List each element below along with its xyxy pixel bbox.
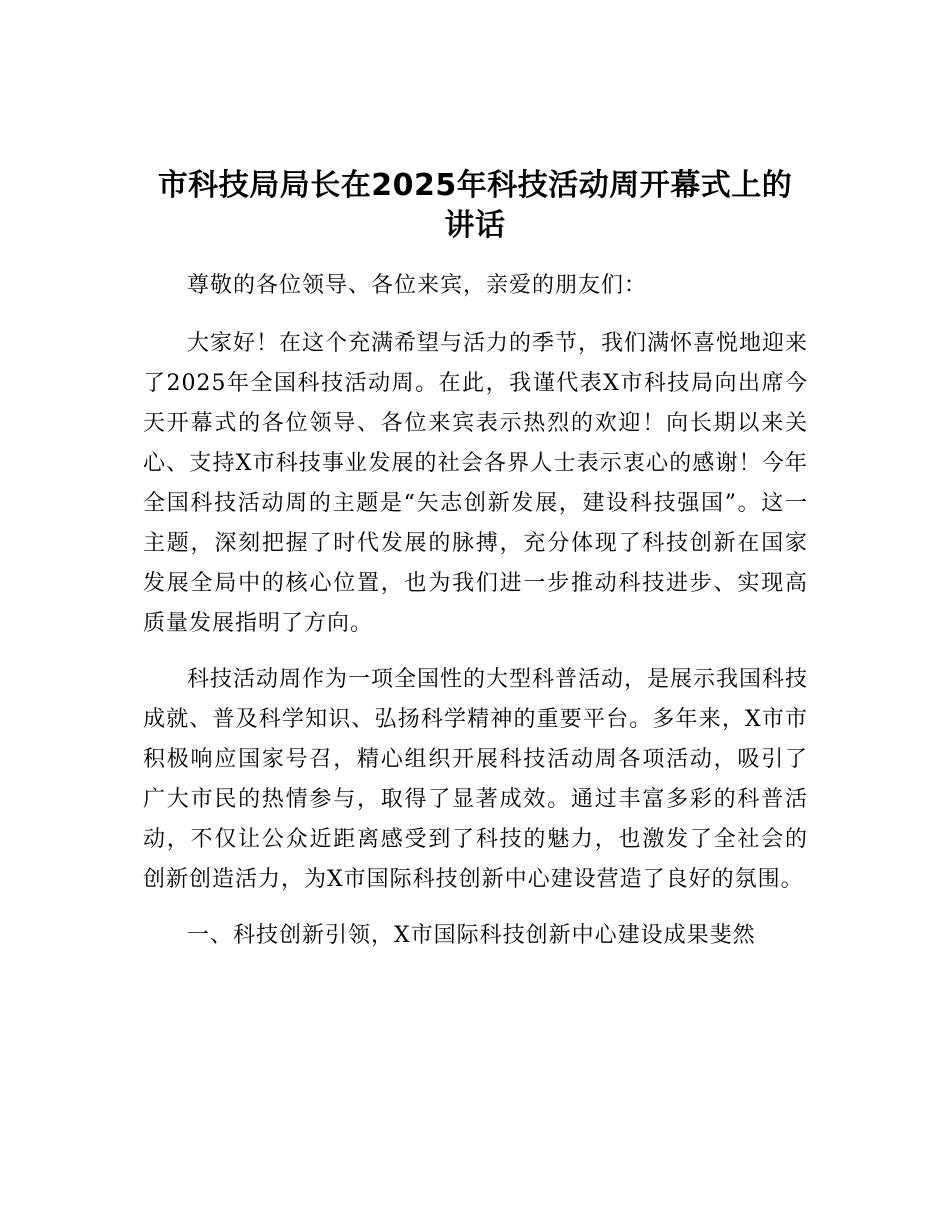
body-paragraph-2: 科技活动周作为一项全国性的大型科普活动，是展示我国科技成就、普及科学知识、弘扬科学精神的重要平台。多年来，X市市积极响应国家号召，精心组织开展科技活动周各项活动，吸引了广大市民的热情参与，取得了显著成效。通过丰富多彩的科普活动，不仅让公众近距离感受到了科技的魅力，也激发了全社会的创新创造活力，为X市国际科技创新中心建设营造了良好的氛围。	[143, 667, 809, 892]
section-heading: 一、科技创新引领，X市国际科技创新中心建设成果斐然	[187, 923, 756, 948]
document-body	[143, 266, 808, 972]
body-paragraph-1: 大家好！在这个充满希望与活力的季节，我们满怀喜悦地迎来了2025年全国科技活动周。在此，我谨代表X市科技局向出席今天开幕式的各位领导、各位来宾表示热烈的欢迎！向长期以来关心、支持X市科技事业发展的社会各界人士表示衷心的感谢！今年全国科技活动周的主题是“矢志创新发展，建设科技强国”。这一主题，深刻把握了时代发展的脉搏，充分体现了科技创新在国家发展全局中的核心位置，也为我们进一步推动科技进步、实现高质量发展指明了方向。	[143, 331, 809, 636]
document-title	[100, 166, 850, 246]
greeting-paragraph: 尊敬的各位领导、各位来宾，亲爱的朋友们：	[187, 273, 648, 298]
title-line-1: 市科技局局长在2025年科技活动周开幕式上的	[157, 168, 793, 203]
title-line-2: 讲话	[444, 208, 506, 243]
